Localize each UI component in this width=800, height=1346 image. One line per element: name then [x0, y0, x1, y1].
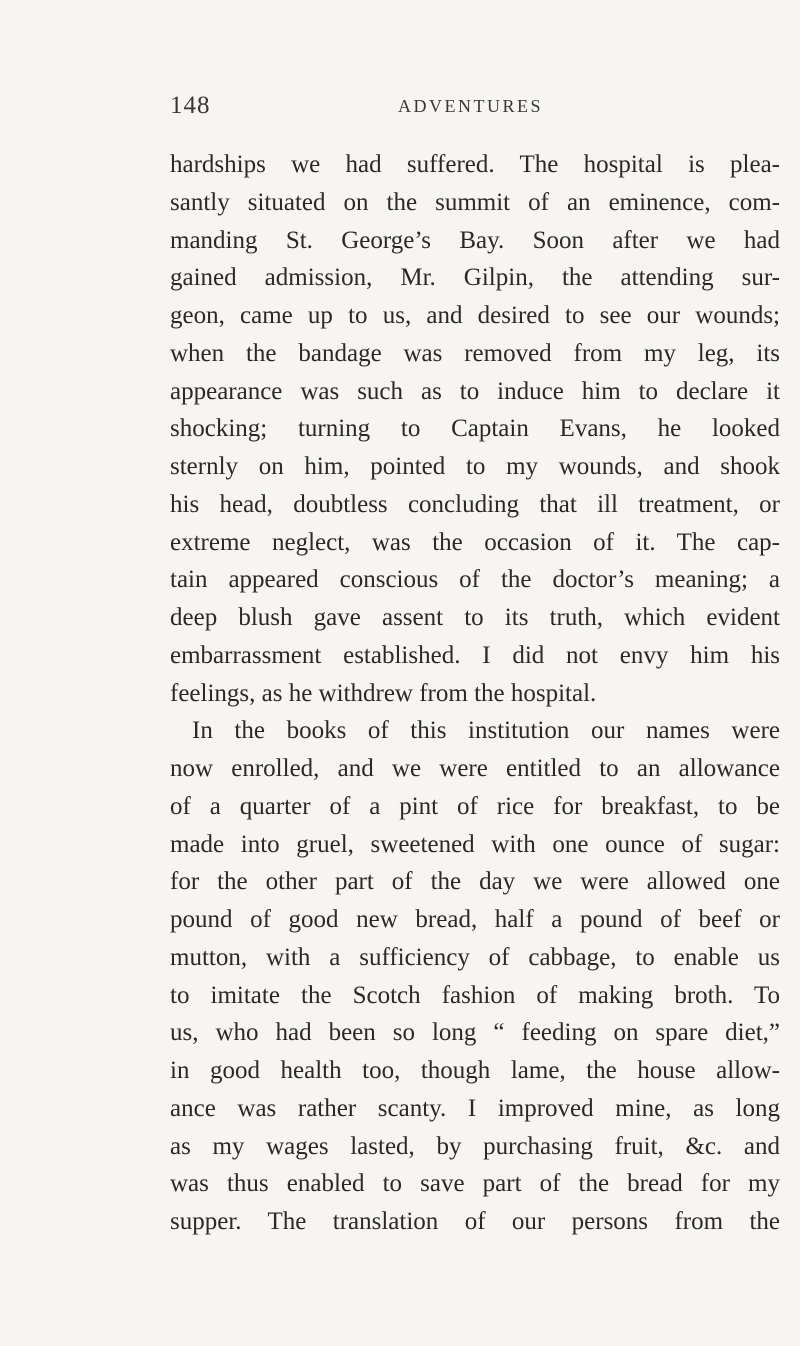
body-text — [170, 146, 780, 1241]
text-line: made into gruel, sweetened with one ounce of sugar: — [170, 830, 780, 858]
text-line: as my wages lasted, by purchasing fruit, &c. and — [170, 1132, 780, 1160]
running-header — [170, 92, 790, 122]
running-title: ADVENTURES — [398, 96, 543, 116]
text-line: ance was rather scanty. I improved mine, as long — [170, 1094, 780, 1122]
text-line: deep blush gave assent to its truth, which evident — [170, 604, 780, 631]
text-line: tain appeared conscious of the doctor’s meaning; a — [170, 566, 780, 594]
text-line: of a quarter of a pint of rice for breakfast, to be — [170, 792, 780, 820]
text-line: was thus enabled to save part of the bread for my — [170, 1170, 780, 1198]
text-line: now enrolled, and we were entitled to an allowance — [170, 755, 780, 782]
text-line: his head, doubtless concluding that ill treatment, or — [170, 490, 780, 518]
text-line: sternly on him, pointed to my wounds, and shook — [170, 453, 780, 480]
text-line: embarrassment established. I did not envy him his — [170, 641, 780, 669]
text-line: when the bandage was removed from my leg, its — [170, 339, 780, 367]
text-line: feelings, as he withdrew from the hospital. — [170, 679, 597, 707]
text-line: appearance was such as to induce him to declare it — [170, 377, 780, 405]
text-line: santly situated on the summit of an eminence, com- — [170, 188, 780, 216]
text-line: hardships we had suffered. The hospital is plea- — [170, 151, 780, 178]
text-line: in good health too, though lame, the house allow- — [170, 1057, 780, 1084]
text-line: gained admission, Mr. Gilpin, the attending sur- — [170, 264, 780, 292]
text-line: pound of good new bread, half a pound of beef or — [170, 906, 780, 933]
text-line: shocking; turning to Captain Evans, he looked — [170, 415, 780, 443]
page-number: 148 — [170, 92, 211, 119]
text-line: extreme neglect, was the occasion of it. The cap- — [170, 528, 780, 556]
text-line: supper. The translation of our persons from the — [170, 1208, 780, 1235]
text-line: us, who had been so long “ feeding on spare diet,” — [170, 1019, 780, 1047]
text-line: geon, came up to us, and desired to see our wounds; — [170, 302, 780, 329]
text-line: to imitate the Scotch fashion of making broth. To — [170, 981, 780, 1009]
paragraph-first-line: In the books of this institution our names were — [192, 717, 780, 745]
text-line: for the other part of the day we were allowed one — [170, 868, 780, 896]
text-line: mutton, with a sufficiency of cabbage, to enable us — [170, 943, 780, 971]
text-line: manding St. George’s Bay. Soon after we had — [170, 226, 780, 254]
